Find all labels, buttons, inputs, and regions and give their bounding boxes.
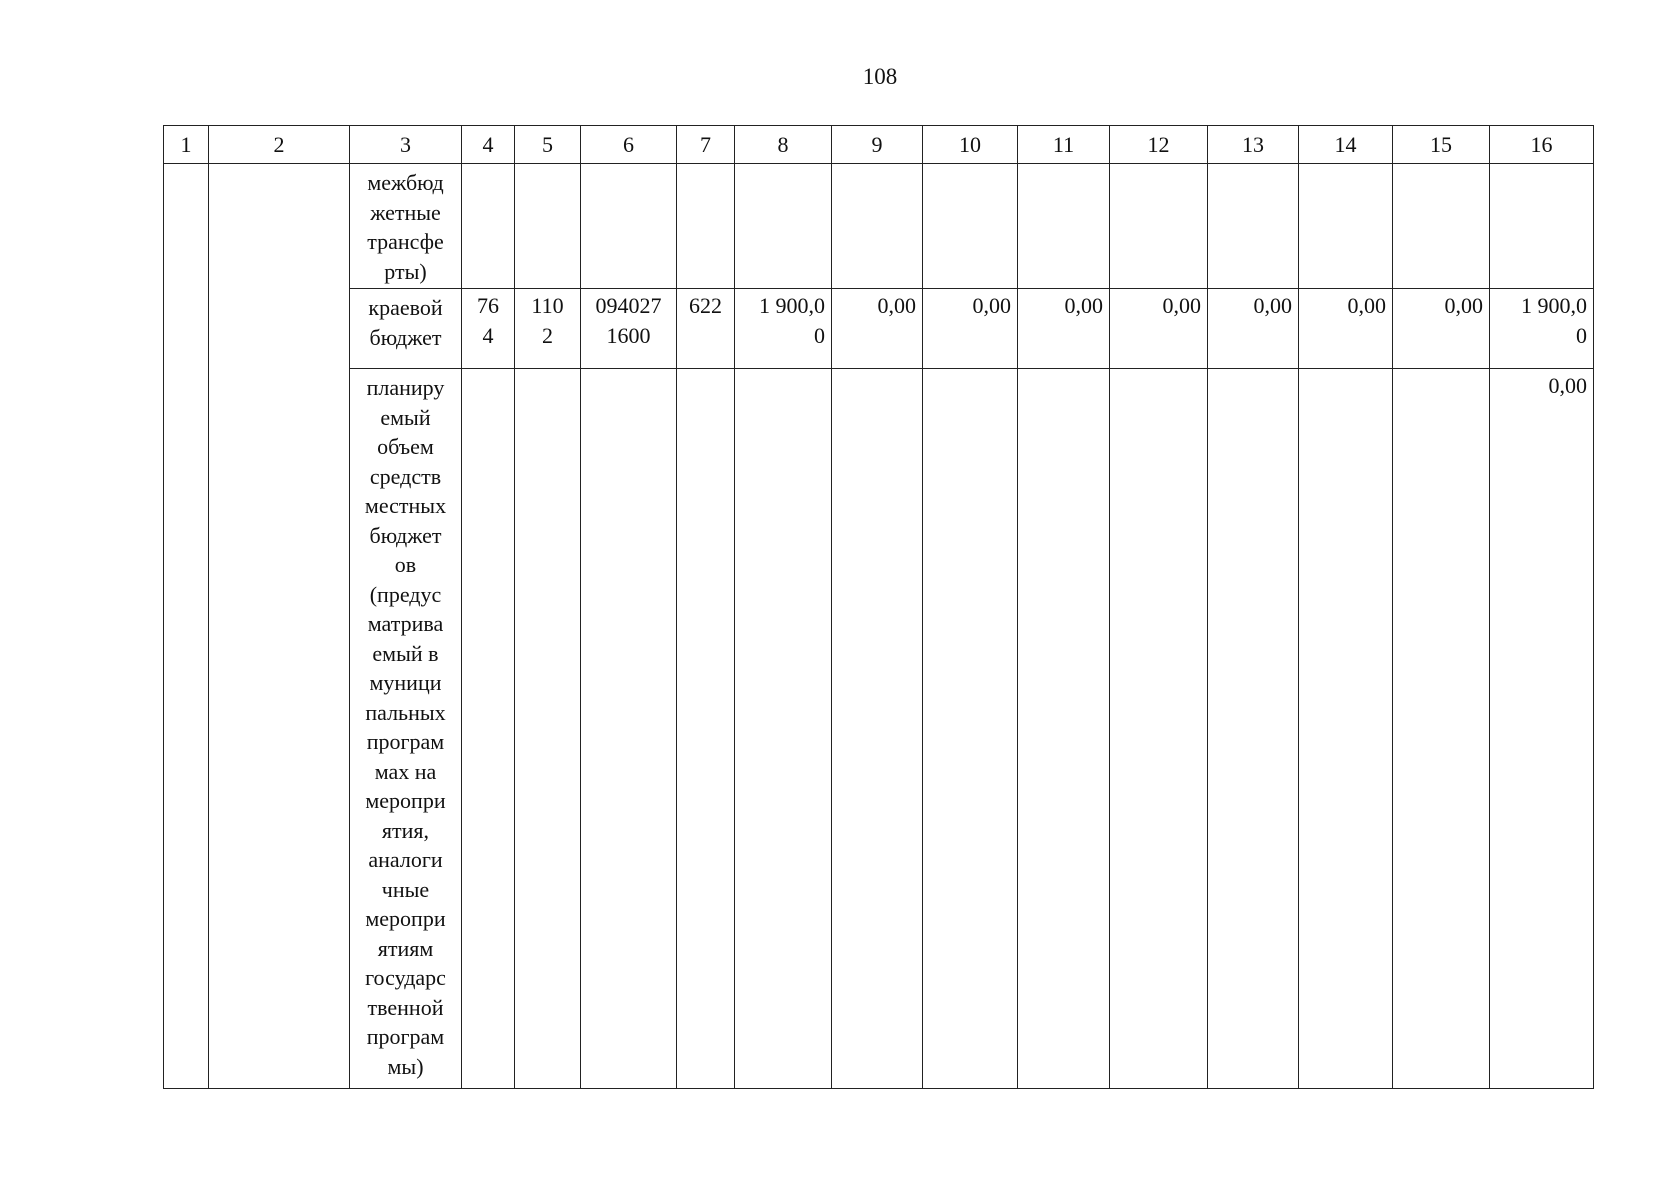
cell-text: краевой бюджет — [368, 295, 443, 350]
header-cell: 5 — [515, 126, 581, 164]
cell-text: 0,00 — [972, 293, 1011, 318]
header-cell: 6 — [581, 126, 677, 164]
table-cell — [677, 289, 735, 369]
table-cell — [1110, 369, 1208, 1089]
table-cell — [1299, 369, 1393, 1089]
table-cell — [462, 369, 515, 1089]
table-cell — [677, 369, 735, 1089]
table-cell — [1490, 289, 1594, 369]
table-cell — [1110, 289, 1208, 369]
table-row — [164, 289, 1594, 369]
table-cell — [350, 164, 462, 289]
table-cell — [515, 289, 581, 369]
table-cell — [462, 164, 515, 289]
cell-text: 0,00 — [1347, 293, 1386, 318]
header-cell: 9 — [832, 126, 923, 164]
budget-table — [163, 125, 1594, 1089]
table-row — [164, 369, 1594, 1089]
header-cell: 1 — [164, 126, 209, 164]
page-number: 108 — [862, 64, 898, 89]
cell-text: 110 2 — [531, 293, 564, 348]
header-cell: 15 — [1393, 126, 1490, 164]
cell-text: 0,00 — [1548, 373, 1587, 398]
cell-text: 0,00 — [877, 293, 916, 318]
table-cell — [1393, 369, 1490, 1089]
table-cell — [1018, 289, 1110, 369]
table-cell — [1208, 289, 1299, 369]
table-row — [164, 164, 1594, 289]
table-cell — [1208, 164, 1299, 289]
header-cell: 13 — [1208, 126, 1299, 164]
header-row — [164, 126, 1594, 164]
cell-text: 622 — [689, 293, 722, 318]
cell-text: 0,00 — [1162, 293, 1201, 318]
cell-text: планиру емый объем средств местных бюджет ов (предус матрива емый в муници пальных програм мах на меропри ятия, аналоги чные меропри ятиям государс твенной програм мы) — [364, 375, 447, 1079]
table-cell — [1018, 369, 1110, 1089]
table-cell — [462, 289, 515, 369]
table-cell — [923, 164, 1018, 289]
table-cell — [1393, 164, 1490, 289]
table-cell — [164, 164, 209, 1089]
table-cell — [735, 369, 832, 1089]
table-cell — [735, 289, 832, 369]
table-cell — [581, 369, 677, 1089]
table-cell — [1018, 164, 1110, 289]
table-cell — [515, 369, 581, 1089]
header-cell: 4 — [462, 126, 515, 164]
header-cell: 11 — [1018, 126, 1110, 164]
cell-text: 094027 1600 — [595, 293, 662, 348]
table-cell — [677, 164, 735, 289]
table-cell — [923, 369, 1018, 1089]
cell-text: 0,00 — [1064, 293, 1103, 318]
table-cell — [350, 369, 462, 1089]
table-cell — [1299, 289, 1393, 369]
header-cell: 7 — [677, 126, 735, 164]
header-cell: 8 — [735, 126, 832, 164]
table-cell — [832, 289, 923, 369]
table-cell — [1208, 369, 1299, 1089]
table-cell — [1490, 369, 1594, 1089]
table-cell — [350, 289, 462, 369]
cell-text: межбюд жетные трансфе рты) — [367, 170, 444, 284]
header-cell: 2 — [209, 126, 350, 164]
table-cell — [923, 289, 1018, 369]
table-cell — [1110, 164, 1208, 289]
table-cell — [1490, 164, 1594, 289]
table-cell — [1393, 289, 1490, 369]
header-cell: 12 — [1110, 126, 1208, 164]
table-cell — [735, 164, 832, 289]
header-cell: 10 — [923, 126, 1018, 164]
table-cell — [832, 164, 923, 289]
table-cell — [1299, 164, 1393, 289]
table-cell — [581, 289, 677, 369]
cell-text: 1 900,0 0 — [759, 293, 825, 348]
cell-text: 0,00 — [1253, 293, 1292, 318]
header-cell: 3 — [350, 126, 462, 164]
table-cell — [515, 164, 581, 289]
cell-text: 0,00 — [1444, 293, 1483, 318]
header-cell: 16 — [1490, 126, 1594, 164]
cell-text: 76 4 — [477, 293, 499, 348]
header-cell: 14 — [1299, 126, 1393, 164]
table-cell — [209, 164, 350, 1089]
cell-text: 1 900,0 0 — [1521, 293, 1587, 348]
table-cell — [581, 164, 677, 289]
table-cell — [832, 369, 923, 1089]
